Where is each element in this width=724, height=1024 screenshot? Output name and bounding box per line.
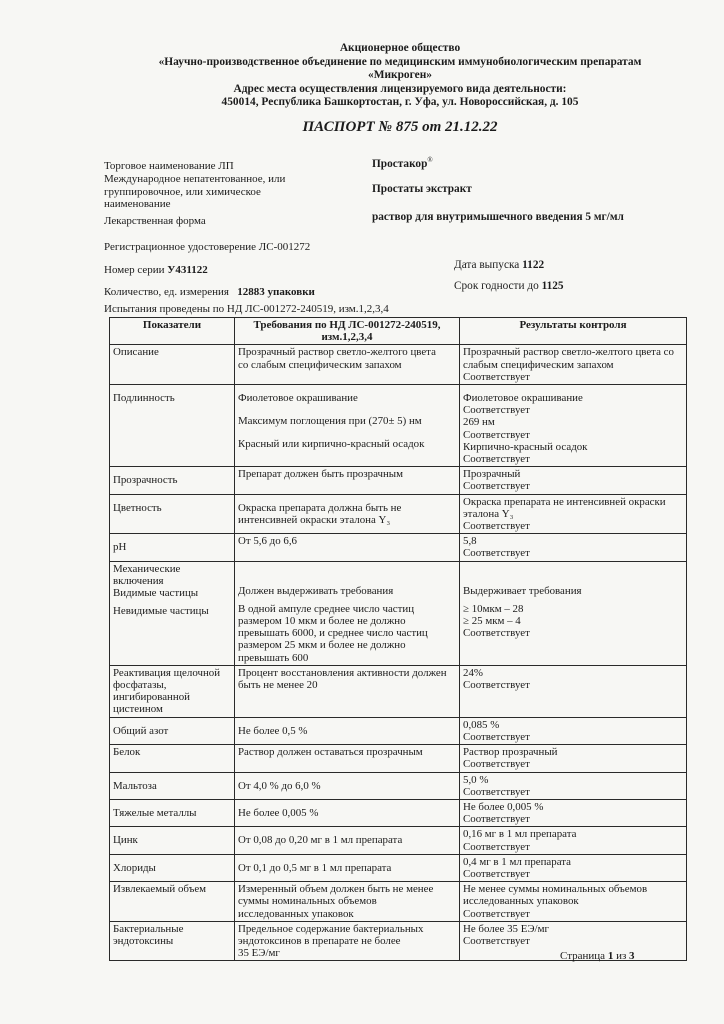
spacer <box>463 563 683 574</box>
reg-certificate <box>104 241 310 254</box>
cell-text: Должен выдерживать требования <box>238 584 394 597</box>
cell-text: Цветность <box>113 501 162 514</box>
table-row <box>110 854 687 881</box>
cell-text: Соответствует <box>463 813 530 826</box>
reg-label: Регистрационное удостоверение <box>104 241 257 253</box>
cell-text: Соответствует <box>463 428 530 441</box>
cell-text: Не более 0,005 % <box>463 800 544 813</box>
cell-text: 35 ЕЭ/мг <box>238 947 280 960</box>
cell-text: ≥ 25 мкм – 4 <box>463 615 521 628</box>
result-cell <box>460 494 687 534</box>
cell-text: Бактериальные <box>113 922 184 935</box>
cell-text: 0,16 мг в 1 мл препарата <box>463 828 577 841</box>
header-line: 450014, Республика Башкортостан, г. Уфа, ул. Новороссийская, д. 105 <box>221 96 579 109</box>
inn-label-line: группировочное, или химическое <box>104 185 261 198</box>
requirement-cell <box>235 467 460 494</box>
cell-text: ≥ 10мкм – 28 <box>463 602 524 615</box>
cell-text: Невидимые частицы <box>113 605 209 618</box>
cell-text: эндотоксины <box>113 934 174 947</box>
parameter-cell <box>110 772 235 799</box>
cell-text: Соответствует <box>463 679 530 692</box>
cell-text: От 4,0 % до 6,0 % <box>238 779 321 792</box>
qty-label: Количество, ед. измерения <box>104 286 229 298</box>
cell-text: превышать 6000, и среднее число частиц <box>238 627 428 640</box>
requirement-cell <box>235 882 460 922</box>
header-line: Акционерное общество <box>339 42 461 54</box>
document-header <box>100 42 700 110</box>
cell-text: Соответствует <box>463 907 530 920</box>
page-label: Страница <box>560 950 606 962</box>
cell-text: Видимые частицы <box>113 587 199 600</box>
spacer <box>238 404 456 415</box>
cell-text: Соответствует <box>463 453 530 466</box>
spacer <box>238 563 456 574</box>
parameter-cell <box>110 882 235 922</box>
result-cell <box>460 534 687 561</box>
cell-text: Красный или кирпично-красный осадок <box>238 438 425 451</box>
result-cell <box>460 345 687 385</box>
parameter-cell <box>110 921 235 961</box>
cell-text: Описание <box>113 346 159 359</box>
header-line: «Научно-производственное объединение по медицинским иммунобиологическим препаратам <box>158 55 642 68</box>
cell-text: Соответствует <box>463 934 530 947</box>
cell-text: Прозрачный <box>463 468 521 481</box>
page-number: 1 <box>607 950 614 962</box>
result-cell <box>460 827 687 854</box>
cell-text: pH <box>113 541 127 554</box>
cell-text: Соответствует <box>463 370 530 383</box>
result-cell <box>460 467 687 494</box>
parameter-cell <box>110 665 235 717</box>
cell-text: 0,4 мг в 1 мл препарата <box>463 855 571 868</box>
table-row <box>110 882 687 922</box>
cell-text: Соответствует <box>463 547 530 560</box>
inn-label <box>104 173 285 211</box>
result-cell <box>460 385 687 467</box>
requirement-cell <box>235 799 460 826</box>
cell-text: Прозрачный раствор светло-желтого цвета со <box>463 346 674 359</box>
release-date <box>454 259 544 271</box>
cell-text: со слабым специфическим запахом <box>238 358 402 371</box>
inn-value: Простаты экстракт <box>372 183 472 195</box>
parameter-cell <box>110 745 235 772</box>
cell-text: Общий азот <box>113 724 169 737</box>
table-row <box>110 772 687 799</box>
cell-text: Мальтоза <box>113 779 157 792</box>
cell-text: Выдерживает требования <box>463 584 582 597</box>
registered-mark: ® <box>427 156 433 164</box>
cell-text: Окраска препарата должна быть не <box>238 501 402 514</box>
cell-text: Кирпично-красный осадок <box>463 440 588 453</box>
cell-text: Соответствует <box>463 730 530 743</box>
table-row <box>110 467 687 494</box>
result-cell <box>460 854 687 881</box>
cell-text: Не менее суммы номинальных объемов <box>463 883 648 896</box>
column-header: Требования по НД ЛС-001272-240519, изм.1,2,3,4 <box>235 318 460 345</box>
cell-text: Препарат должен быть прозрачным <box>238 468 404 481</box>
column-header: Показатели <box>110 318 235 345</box>
cell-text: Механические <box>113 562 181 575</box>
spacer <box>238 574 456 585</box>
cell-text: От 0,1 до 0,5 мг в 1 мл препарата <box>238 861 392 874</box>
requirement-cell <box>235 345 460 385</box>
parameter-cell <box>110 534 235 561</box>
cell-text: слабым специфическим запахом <box>463 358 614 371</box>
requirement-cell <box>235 854 460 881</box>
result-cell <box>460 745 687 772</box>
of-label: из <box>616 950 627 962</box>
requirement-cell <box>235 561 460 665</box>
cell-text: Прозрачность <box>113 474 178 487</box>
cell-text: Белок <box>113 746 141 759</box>
cell-text: исследованных упаковок <box>463 895 579 908</box>
result-cell <box>460 772 687 799</box>
cell-text: интенсивней окраски эталона Y₃ <box>238 513 391 526</box>
spacer <box>463 574 683 585</box>
result-cell <box>460 665 687 717</box>
table-row <box>110 345 687 385</box>
cell-text: быть не менее 20 <box>238 679 318 692</box>
inn-label-line: наименование <box>104 198 171 210</box>
cell-text: Измеренный объем должен быть не менее <box>238 883 434 896</box>
cell-text: эндотоксинов в препарате не более <box>238 934 401 947</box>
result-cell <box>460 717 687 744</box>
cell-text: Раствор должен оставаться прозрачным <box>238 746 423 759</box>
trade-name-text: Простакор <box>372 157 428 170</box>
requirement-cell <box>235 772 460 799</box>
form-value: раствор для внутримышечного введения 5 мг/мл <box>372 211 624 223</box>
parameter-cell <box>110 345 235 385</box>
cell-text: Реактивация щелочной <box>113 666 221 679</box>
trade-name-value <box>372 156 433 170</box>
requirement-cell <box>235 921 460 961</box>
parameter-cell <box>110 799 235 826</box>
requirement-cell <box>235 827 460 854</box>
result-cell <box>460 799 687 826</box>
expiry-date <box>454 280 564 292</box>
parameter-cell <box>110 561 235 665</box>
page-total: 3 <box>629 950 635 962</box>
passport-title: ПАСПОРТ № 875 от 21.12.22 <box>302 119 498 135</box>
cell-text: Хлориды <box>113 861 156 874</box>
cell-text: Максимум поглощения при (270± 5) нм <box>238 415 422 428</box>
series-label: Номер серии <box>104 264 165 276</box>
requirement-cell <box>235 745 460 772</box>
cell-text: Подлинность <box>113 392 175 405</box>
parameter-cell <box>110 717 235 744</box>
reg-value: ЛС-001272 <box>258 241 311 253</box>
result-cell <box>460 561 687 665</box>
parameter-cell <box>110 494 235 534</box>
cell-text: Не более 35 ЕЭ/мг <box>463 922 549 935</box>
cell-text: Соответствует <box>463 627 530 640</box>
inn-label-line: Международное непатентованное, или <box>104 173 286 185</box>
cell-text: 24% <box>463 666 483 679</box>
cell-text: Соответствует <box>463 404 530 417</box>
requirement-cell <box>235 717 460 744</box>
cell-text: Соответствует <box>463 480 530 493</box>
cell-text: превышать 600 <box>238 651 309 664</box>
table-row <box>110 665 687 717</box>
cell-text: Извлекаемый объем <box>113 883 207 896</box>
table-row <box>110 385 687 467</box>
parameter-cell <box>110 385 235 467</box>
cell-text: размером 10 мкм и более не должно <box>238 615 406 628</box>
spacer <box>238 451 456 457</box>
cell-text: Прозрачный раствор светло-желтого цвета <box>238 346 436 359</box>
cell-text: Раствор прозрачный <box>463 746 558 759</box>
quantity <box>104 286 315 299</box>
page-footer <box>560 950 635 962</box>
cell-text: 269 нм <box>463 416 495 429</box>
tests-line: Испытания проведены по НД ЛС-001272-240519, изм.1,2,3,4 <box>104 303 389 315</box>
table-row <box>110 494 687 534</box>
column-header: Результаты контроля <box>460 318 687 345</box>
cell-text: Окраска препарата не интенсивней окраски <box>463 495 666 508</box>
cell-text: 0,085 % <box>463 718 500 731</box>
parameter-cell <box>110 467 235 494</box>
cell-text: Соответствует <box>463 520 530 533</box>
parameter-cell <box>110 827 235 854</box>
cell-text: ингибированной <box>113 691 190 704</box>
cell-text: Тяжелые металлы <box>113 806 197 819</box>
series-value: У431122 <box>167 264 208 276</box>
cell-text: Предельное содержание бактериальных <box>238 922 424 935</box>
requirement-cell <box>235 494 460 534</box>
trade-name-label: Торговое наименование ЛП <box>104 160 234 172</box>
cell-text: цистеином <box>113 703 163 716</box>
cell-text: Соответствует <box>463 758 530 771</box>
table-row <box>110 827 687 854</box>
release-value: 1122 <box>522 259 545 271</box>
cell-text: исследованных упаковок <box>238 907 354 920</box>
cell-text: суммы номинальных объемов <box>238 895 377 908</box>
form-label: Лекарственная форма <box>104 215 206 227</box>
table-header-row <box>110 318 687 345</box>
table-row <box>110 799 687 826</box>
cell-text: Фиолетовое окрашивание <box>463 392 583 405</box>
cell-text: От 5,6 до 6,6 <box>238 535 298 548</box>
cell-text: 5,8 <box>463 535 477 548</box>
requirement-cell <box>235 385 460 467</box>
header-line: Адрес места осуществления лицензируемого вида деятельности: <box>233 82 567 95</box>
cell-text: Фиолетовое окрашивание <box>238 392 358 405</box>
cell-text: Не более 0,005 % <box>238 806 319 819</box>
qty-value: 12883 упаковки <box>237 286 315 298</box>
release-label: Дата выпуска <box>454 259 520 271</box>
cell-text: размером 25 мкм и более не должно <box>238 639 406 652</box>
requirement-cell <box>235 665 460 717</box>
expiry-value: 1125 <box>541 280 564 292</box>
cell-text: В одной ампуле среднее число частиц <box>238 602 415 615</box>
cell-text: включения <box>113 574 164 587</box>
table-row <box>110 717 687 744</box>
cell-text: Соответствует <box>463 840 530 853</box>
expiry-label: Срок годности до <box>454 280 539 292</box>
cell-text: эталона Y₃ <box>463 507 514 520</box>
table-row <box>110 534 687 561</box>
cell-text: Не более 0,5 % <box>238 724 308 737</box>
table-row <box>110 561 687 665</box>
parameter-cell <box>110 854 235 881</box>
requirement-cell <box>235 534 460 561</box>
spacer <box>238 427 456 438</box>
cell-text: Соответствует <box>463 785 530 798</box>
series <box>104 264 208 277</box>
cell-text: фосфатазы, <box>113 679 167 692</box>
header-line: «Микроген» <box>368 69 432 82</box>
cell-text: 5,0 % <box>463 773 489 786</box>
cell-text: Соответствует <box>463 867 530 880</box>
result-cell <box>460 882 687 922</box>
cell-text: От 0,08 до 0,20 мг в 1 мл препарата <box>238 834 403 847</box>
cell-text: Цинк <box>113 834 138 847</box>
cell-text: Процент восстановления активности должен <box>238 666 447 679</box>
table-row <box>110 745 687 772</box>
control-results-table <box>109 317 687 961</box>
